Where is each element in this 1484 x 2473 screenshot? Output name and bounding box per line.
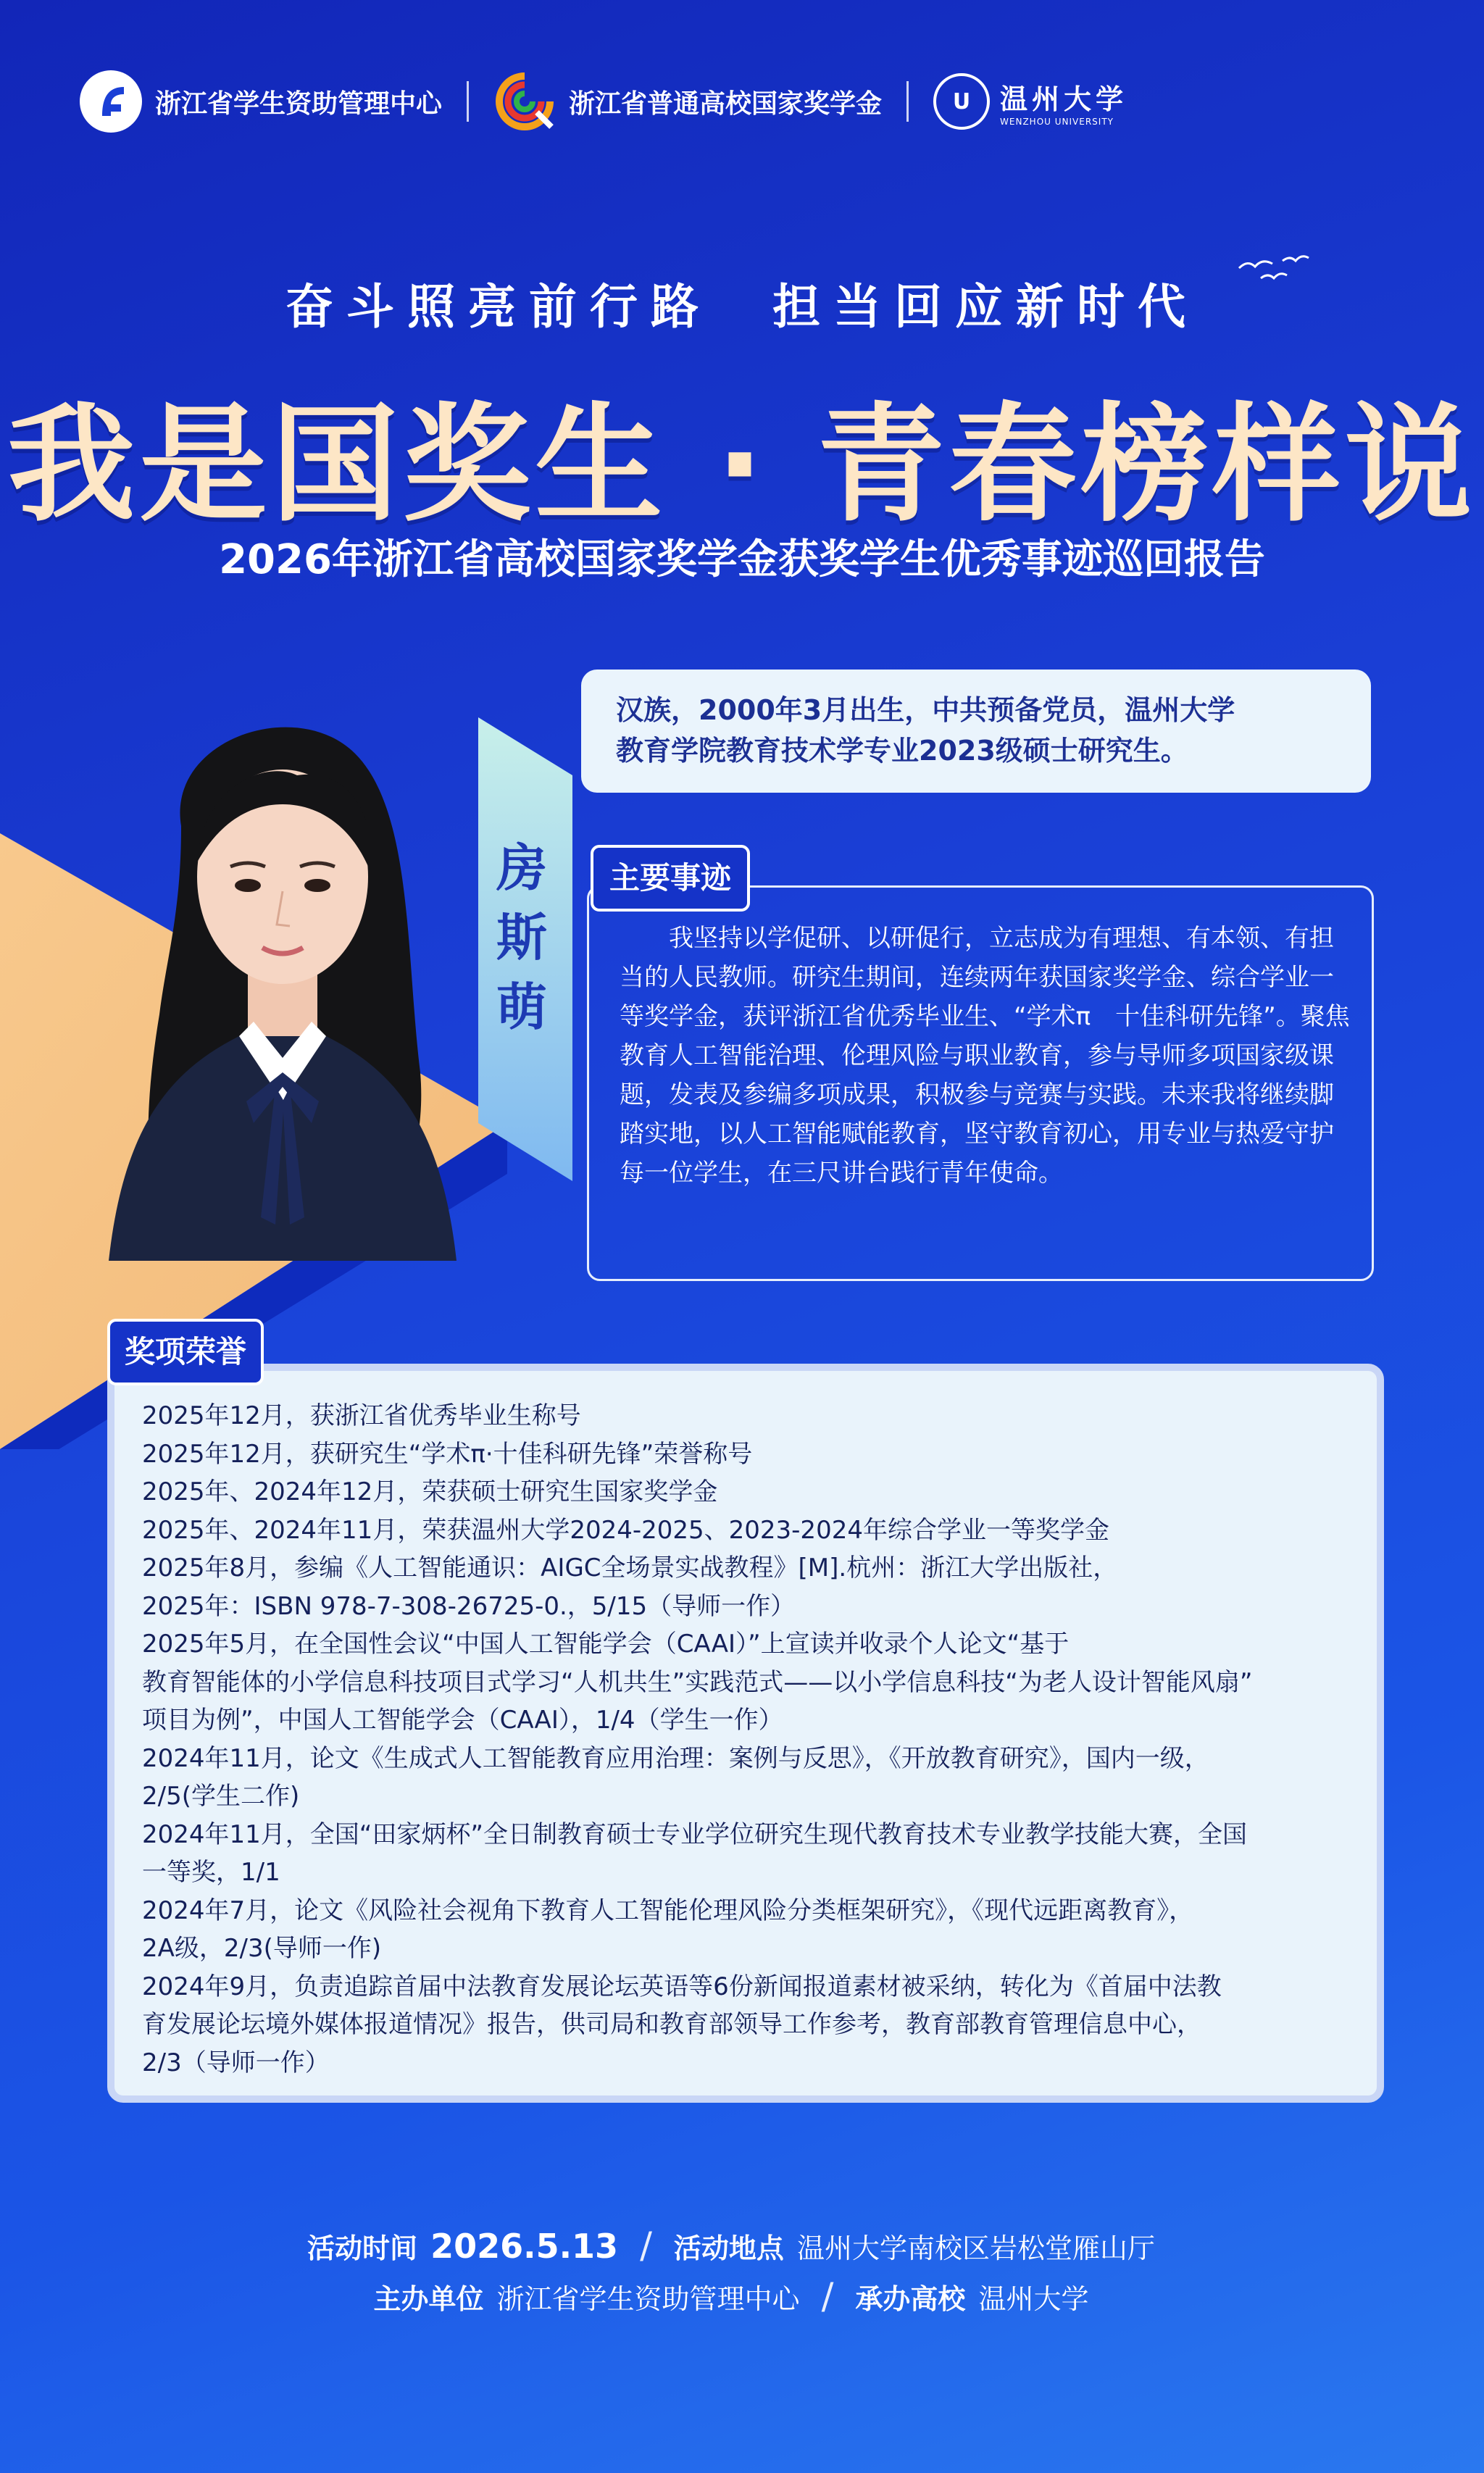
award-line: 2A级，2/3(导师一作): [142, 1934, 382, 1963]
award-line: 教育智能体的小学信息科技项目式学习“人机共生”实践范式——以小学信息科技“为老人设计智能风扇”: [142, 1667, 1253, 1697]
award-line: 2/5(学生二作): [142, 1782, 300, 1811]
divider: [906, 81, 909, 122]
zhejiang-aid-logo-icon: [80, 70, 142, 133]
wenzhou-university-seal-icon: U: [933, 73, 990, 130]
page-title: 我是国奖生 · 青春榜样说: [7, 391, 1477, 539]
award-line: 2025年、2024年11月，荣获温州大学2024-2025、2023-2024年综合学业一等奖学金: [142, 1515, 1109, 1545]
time-label: 活动时间: [307, 2232, 418, 2264]
footer-row-host: [0, 2275, 1484, 2326]
intro-line-2: 教育学院教育技术学专业2023级硕士研究生。: [616, 735, 1188, 767]
slogan: 奋斗照亮前行路 担当回应新时代: [285, 278, 1199, 335]
student-name: 房斯萌: [496, 838, 547, 1037]
slash-divider: /: [640, 2224, 652, 2266]
place-value: 温州大学南校区岩松堂雁山厅: [796, 2232, 1155, 2264]
student-portrait: [80, 696, 485, 1261]
organizer-value: 温州大学: [978, 2283, 1089, 2315]
footer-row-time-place: [0, 2224, 1484, 2275]
award-line: 2025年：ISBN 978-7-308-26725-0.，5/15（导师一作）: [142, 1591, 796, 1621]
divider: [467, 81, 469, 122]
host-value: 浙江省学生资助管理中心: [496, 2283, 800, 2315]
logo-wenzhou-university: [933, 73, 1127, 130]
deeds-label: 主要事迹: [591, 845, 750, 912]
intro-line-1: 汉族，2000年3月出生，中共预备党员，温州大学: [616, 694, 1235, 726]
header-logos: [80, 65, 1127, 138]
host-label: 主办单位: [373, 2283, 484, 2315]
award-line: 一等奖，1/1: [142, 1858, 280, 1887]
award-line: 2024年11月，论文《生成式人工智能教育应用治理：案例与反思》，《开放教育研究》，国内一级，: [142, 1743, 1209, 1773]
organizer-label: 承办高校: [855, 2283, 966, 2315]
awards-list: [142, 1397, 1359, 2082]
award-line: 2025年8月，参编《人工智能通识：AIGC全场景实战教程》[M].杭州：浙江大学出版社，: [142, 1554, 1118, 1582]
logo-zhejiang-aid: [80, 70, 442, 133]
award-line: 2025年5月，在全国性会议“中国人工智能学会（CAAI）”上宣读并收录个人论文“基于: [142, 1630, 1070, 1659]
award-line: 2025年12月，获研究生“学术π·十佳科研先锋”荣誉称号: [142, 1439, 753, 1469]
award-line: 2024年7月，论文《风险社会视角下教育人工智能伦理风险分类框架研究》，《现代远距离教育》，: [142, 1896, 1194, 1925]
student-intro-card: [581, 670, 1371, 793]
time-value: 2026.5.13: [430, 2227, 619, 2266]
deeds-text: 我坚持以学促研、以研促行，立志成为有理想、有本领、有担当的人民教师。研究生期间，连续两年获国家奖学金、综合学业一等奖学金，获评浙江省优秀毕业生、“学术π 十佳科研先锋”。聚焦教育人工智能治理、伦理风险与职业教育，参与导师多项国家级课题，发表及参编多项成果，积极参与竞赛与实践。未来我将继续脚踏实地，以人工智能赋能教育，坚守教育初心，用专业与热爱守护每一位学生，在三尺讲台践行青年使命。: [620, 924, 1350, 1188]
award-line: 2/3（导师一作）: [142, 2048, 330, 2077]
event-footer: [0, 2224, 1484, 2326]
scholarship-logo-icon: [493, 70, 556, 133]
awards-label: 奖项荣誉: [107, 1319, 264, 1385]
place-label: 活动地点: [673, 2232, 784, 2264]
award-line: 2025年、2024年12月，荣获硕士研究生国家奖学金: [142, 1477, 718, 1506]
logo-scholarship: [493, 70, 882, 133]
award-line: 2024年11月，全国“田家炳杯”全日制教育硕士专业学位研究生现代教育技术专业教学技能大赛，全国: [142, 1819, 1248, 1849]
logo3-text: 温州大学: [1000, 82, 1128, 115]
logo3-subtext: WENZHOU UNIVERSITY: [1000, 116, 1114, 127]
slash-divider: /: [821, 2275, 834, 2317]
award-line: 2025年12月，获浙江省优秀毕业生称号: [142, 1401, 581, 1430]
logo1-text: 浙江省学生资助管理中心: [155, 88, 443, 119]
award-line: 育发展论坛境外媒体报道情况》报告，供司局和教育部领导工作参考，教育部教育管理信息中心，: [142, 2010, 1201, 2039]
award-line: 项目为例”，中国人工智能学会（CAAI），1/4（学生一作）: [142, 1706, 783, 1735]
page-subtitle: 2026年浙江省高校国家奖学金获奖学生优秀事迹巡回报告: [219, 536, 1265, 583]
logo2-text: 浙江省普通高校国家奖学金: [569, 88, 883, 119]
award-line: 2024年9月，负责追踪首届中法教育发展论坛英语等6份新闻报道素材被采纳，转化为《首届中法教: [142, 1972, 1222, 2001]
